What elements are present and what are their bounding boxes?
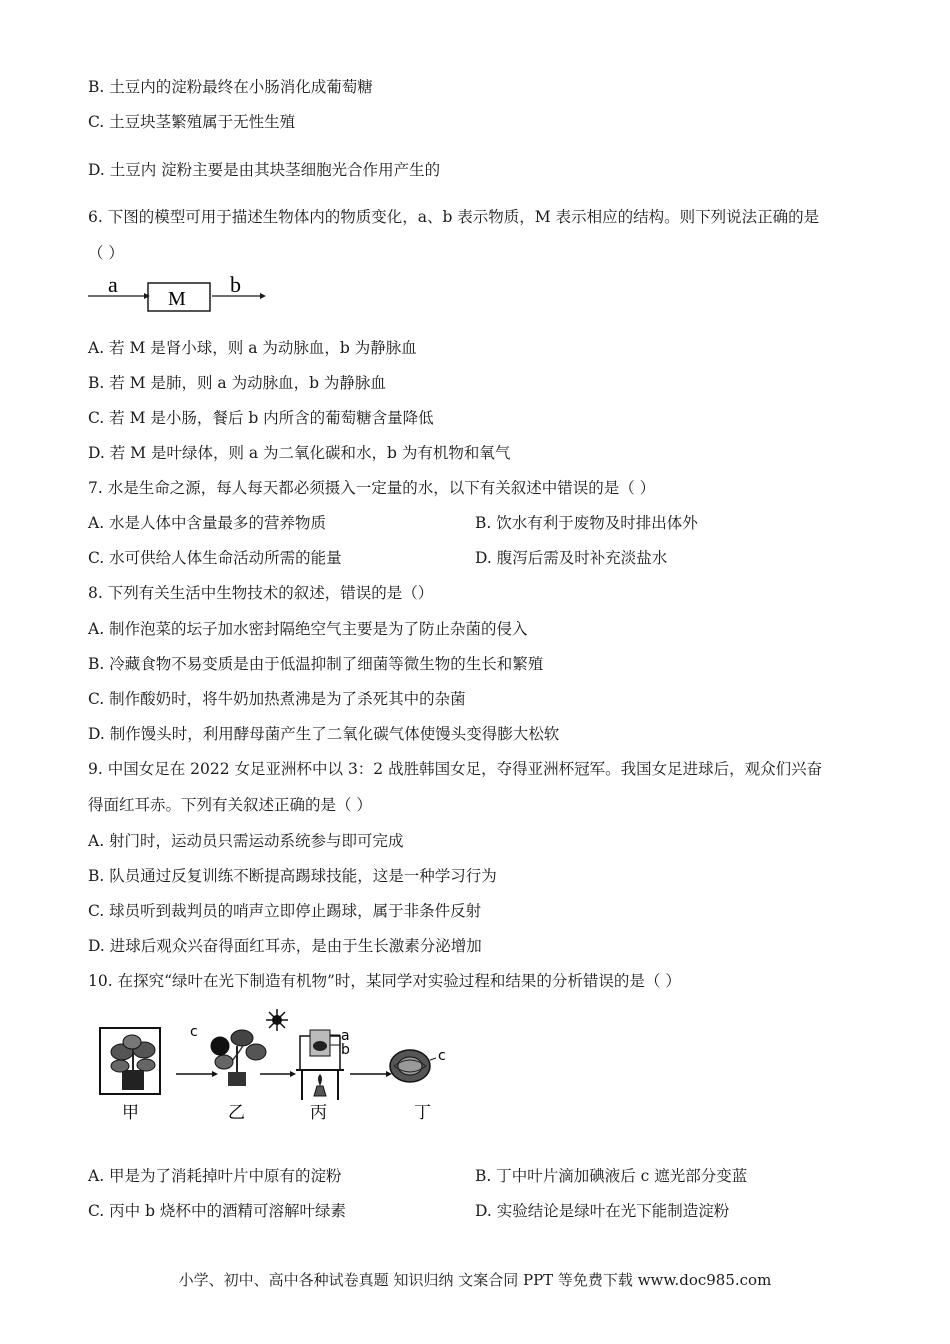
label-a: a [341,1028,350,1044]
page-footer: 小学、初中、高中各种试卷真题 知识归纳 文案合同 PPT 等免费下载 www.doc985.com [178,1271,772,1289]
q10-option-a: A. 甲是为了消耗掉叶片中原有的淀粉 [88,1167,342,1185]
q5-option-d: D. 土豆内 淀粉主要是由其块茎细胞光合作用产生的 [88,161,441,179]
q10-experiment-figure [92,1008,472,1128]
label-bing: 丙 [310,1103,327,1123]
q9-option-c: C. 球员听到裁判员的哨声立即停止踢球，属于非条件反射 [88,902,482,920]
q6-stem: 6. 下图的模型可用于描述生物体内的物质变化，a、b 表示物质，M 表示相应的结构。则下列说法正确的是 [88,208,820,226]
label-c1: c [190,1024,198,1040]
q7-option-d: D. 腹泻后需及时补充淡盐水 [475,549,668,567]
arrow-out-head [260,293,266,299]
label-yi: 乙 [228,1103,245,1123]
label-b: b [341,1042,350,1058]
light-plant [211,1030,266,1086]
arrow-in-head [144,293,150,299]
water-bath-apparatus [296,1030,344,1100]
q10-option-c: C. 丙中 b 烧杯中的酒精可溶解叶绿素 [88,1202,346,1220]
q8-option-a: A. 制作泡菜的坛子加水密封隔绝空气主要是为了防止杂菌的侵入 [88,620,528,638]
label-a: a [108,272,118,297]
q9-option-a: A. 射门时，运动员只需运动系统参与即可完成 [88,832,404,850]
q6-paren: （ ） [88,244,124,262]
label-b: b [230,272,241,297]
label-ding: 丁 [414,1103,431,1123]
q9-option-b: B. 队员通过反复训练不断提高踢球技能，这是一种学习行为 [88,867,497,885]
q8-option-d: D. 制作馒头时，利用酵母菌产生了二氧化碳气体使馒头变得膨大松软 [88,725,560,743]
q7-option-c: C. 水可供给人体生命活动所需的能量 [88,549,342,567]
label-jia: 甲 [122,1103,139,1123]
q5-option-b: B. 土豆内的淀粉最终在小肠消化成葡萄糖 [88,78,373,96]
q5-option-c: C. 土豆块茎繁殖属于无性生殖 [88,113,296,131]
q8-option-b: B. 冷藏食物不易变质是由于低温抑制了细菌等微生物的生长和繁殖 [88,655,544,673]
label-m: M [168,288,186,310]
q10-stem: 10. 在探究“绿叶在光下制造有机物”时，某同学对实验过程和结果的分析错误的是（ ） [88,972,681,990]
stained-leaf [390,1050,436,1082]
q10-option-b: B. 丁中叶片滴加碘液后 c 遮光部分变蓝 [475,1167,748,1185]
q6-option-c: C. 若 M 是小肠，餐后 b 内所含的葡萄糖含量降低 [88,409,434,427]
q10-option-d: D. 实验结论是绿叶在光下能制造淀粉 [475,1202,730,1220]
q6-option-b: B. 若 M 是肺，则 a 为动脉血，b 为静脉血 [88,374,386,392]
q6-model-diagram [86,272,276,316]
q9-stem-line1: 9. 中国女足在 2022 女足亚洲杯中以 3：2 战胜韩国女足，夺得亚洲杯冠军。我国女足进球后，观众们兴奋 [88,760,823,778]
sun-icon [266,1009,288,1031]
q7-stem: 7. 水是生命之源，每人每天都必须摄入一定量的水，以下有关叙述中错误的是（ ） [88,479,656,497]
q6-option-d: D. 若 M 是叶绿体，则 a 为二氧化碳和水，b 为有机物和氧气 [88,444,511,462]
q9-stem-line2: 得面红耳赤。下列有关叙述正确的是（ ） [88,796,372,814]
q9-option-d: D. 进球后观众兴奋得面红耳赤，是由于生长激素分泌增加 [88,937,482,955]
q7-option-a: A. 水是人体中含量最多的营养物质 [88,514,327,532]
q7-option-b: B. 饮水有利于废物及时排出体外 [475,514,698,532]
dark-box-plant [100,1028,160,1094]
q8-option-c: C. 制作酸奶时，将牛奶加热煮沸是为了杀死其中的杂菌 [88,690,466,708]
label-c2: c [438,1048,446,1064]
q8-stem: 8. 下列有关生活中生物技术的叙述，错误的是（） [88,584,434,602]
q6-option-a: A. 若 M 是肾小球，则 a 为动脉血，b 为静脉血 [88,339,417,357]
